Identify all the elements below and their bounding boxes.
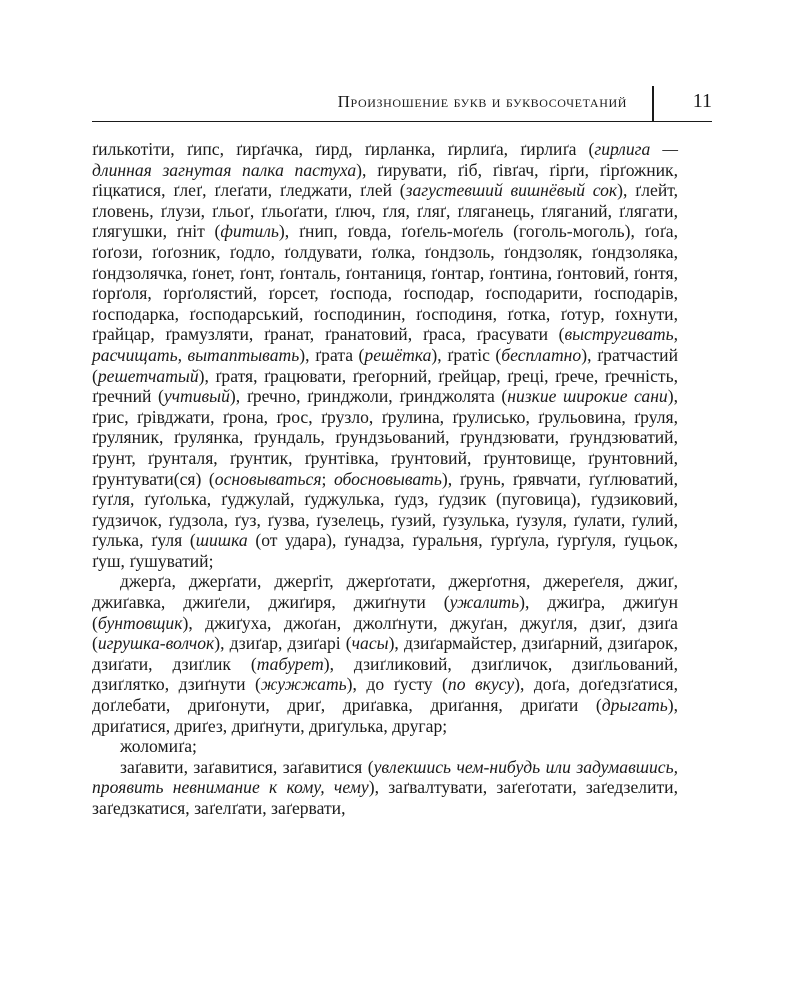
text-run: жоломиґа;	[120, 736, 197, 757]
paragraph	[92, 139, 678, 571]
italic-gloss: решетчатый	[97, 365, 199, 386]
text-run: ), доґа, доґедзґатися, доґлебати, дриґонути, дриґ, дриґавка, дриґання, дриґати (	[92, 674, 678, 716]
italic-gloss: выстругивать, расчищать, вытаптывать	[92, 324, 678, 365]
text-run: ), ґнип, ґовда, ґоґель-моґель (гоголь-моголь), ґоґа, ґоґози, ґоґозник, ґодло, ґолдувати, ґолка, ґондзоль, ґондзоляк, ґондзоляка, ґондзолячка, ґонет, ґонт, ґонталь, ґонтаниця, ґонтар, ґонтина, ґонтовий, ґонтя, ґорґоля, ґорґолястий, ґорсет, ґоспода, ґосподар, ґосподарити, ґосподарів, ґосподарка, ґосподарський, ґосподинин, ґосподиня, ґотка, ґотур, ґохнути, ґрайцар, ґрамузляти, ґранат, ґранатовий, ґраса, ґрасувати (	[92, 221, 678, 345]
italic-gloss: по вкусу	[447, 674, 515, 695]
text-run: ), дриґатися, дриґез, дриґнути, дриґулька, другар;	[92, 695, 678, 736]
text-run: ), ґрунь, ґрявчати, ґуґлюватий, ґуґля, ґуґолька, ґуджулай, ґуджулька, ґудз, ґудзик (пуговица), ґудзиковий, ґудзичок, ґудзола, ґуз, ґузва, ґузелець, ґузий, ґузулька, ґузуля, ґулати, ґулий, ґулька, ґуля (	[92, 468, 678, 551]
italic-gloss: игрушка-волчок	[97, 633, 215, 654]
text-run: джерґа, джерґати, джерґіт, джерґотати, джерґотня, джереґеля, джиґ, джиґавка, джиґели, джиґиря, джиґнути (	[92, 571, 678, 613]
italic-gloss: часы	[351, 633, 389, 654]
italic-gloss: ужалить	[449, 592, 520, 613]
paragraph	[92, 757, 678, 819]
running-header	[92, 86, 712, 122]
paragraph	[92, 571, 678, 736]
text-run: ), дзиґар, дзиґарі (	[214, 633, 352, 654]
body-text	[92, 139, 678, 819]
text-run: (от удара), ґунадза, ґуральня, ґурґула, ґурґуля, ґуцьок, ґуш, ґушуватий;	[92, 530, 678, 571]
text-run: ), заґвалтувати, заґеґотати, заґедзелити, заґедзкатися, заґелґати, заґервати,	[92, 777, 678, 818]
text-run: ), ґрис, ґрівджати, ґрона, ґрос, ґрузло, ґрулина, ґрулисько, ґрульовина, ґруля, ґруляник, ґрулянка, ґрундаль, ґрундзьований, ґрундзювати, ґрундзюватий, ґрунт, ґрунталя, ґрунтик, ґрунтівка, ґрунтовий, ґрунтовище, ґрунтовний, ґрунтувати(ся) (	[92, 386, 678, 489]
italic-gloss: шишка	[195, 530, 248, 551]
italic-gloss: учтивый	[163, 386, 230, 407]
paragraph	[92, 736, 678, 757]
text-run: ), дзиґликовий, дзиґличок, дзиґльований, дзиґлятко, дзиґнути (	[92, 653, 678, 695]
italic-gloss: жужжать	[260, 674, 347, 695]
italic-gloss: загустевший вишнёвый сок	[405, 180, 618, 201]
italic-gloss: табурет	[256, 653, 324, 674]
italic-gloss: гирлига — длинная загнутая палка пастуха	[92, 139, 678, 180]
text-run: ), ґлейт, ґловень, ґлузи, ґльоґ, ґльоґати, ґлюч, ґля, ґляґ, ґляганець, ґляганий, ґлягати, ґлягушки, ґніт (	[92, 180, 679, 242]
italic-gloss: дрыгать	[601, 695, 668, 716]
italic-gloss: низкие широкие сани	[507, 386, 668, 407]
text-run: ), до ґусту (	[346, 674, 448, 695]
italic-gloss: бунтовщик	[97, 612, 183, 633]
italic-gloss: решётка	[364, 344, 432, 365]
page-number: 11	[692, 90, 712, 112]
italic-gloss: обосновывать	[333, 468, 442, 489]
text-run: ), ґратчастий (	[92, 344, 678, 386]
text-run: ), ґратіс (	[431, 344, 502, 365]
italic-gloss: бесплатно	[501, 344, 582, 365]
header-horizontal-rule	[92, 121, 712, 122]
text-run: ;	[321, 468, 334, 489]
text-run: ), джиґра, джиґун (	[92, 592, 678, 633]
header-vertical-divider	[652, 86, 654, 122]
italic-gloss: основываться	[214, 468, 322, 489]
text-run: ), ґречно, ґринджоли, ґринджолята (	[229, 386, 508, 407]
running-header-title: Произношение букв и буквосочетаний	[337, 92, 627, 111]
text-run: ), ґратя, ґрацювати, ґреґорний, ґрейцар, ґреці, ґрече, ґречність, ґречний (	[92, 365, 678, 407]
italic-gloss: увлекшись чем-нибудь или задумавшись, проявить невнимание к кому, чему	[92, 756, 679, 798]
text-run: ), ґирувати, ґіб, ґівґач, ґірґи, ґірґожник, ґіцкатися, ґлеґ, ґлеґати, ґледжати, ґлей (	[92, 159, 678, 201]
text-run: ґилькотіти, ґипс, ґирґачка, ґирд, ґирланка, ґирлиґа, ґирлиґа (	[92, 139, 595, 159]
italic-gloss: фитиль	[220, 221, 279, 242]
text-run: заґавити, заґавитися, заґавитися (	[120, 756, 374, 777]
text-run: ), ґрата (	[299, 344, 365, 365]
text-run: ), джиґуха, джоґан, джолґнути, джуґан, джуґля, дзиґ, дзиґа (	[92, 612, 678, 654]
text-run: ), дзиґармайстер, дзиґарний, дзиґарок, дзиґати, дзиґлик (	[92, 633, 678, 674]
